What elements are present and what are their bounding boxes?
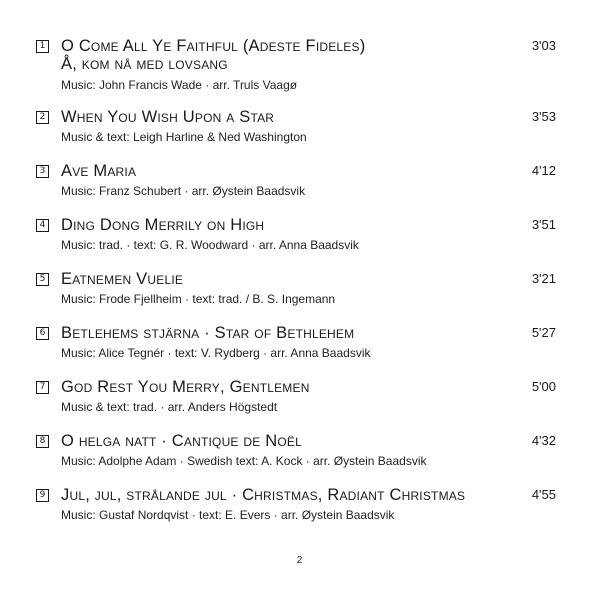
- track-duration: 5'27: [531, 325, 556, 340]
- track-credits: Music: Adolphe Adam · Swedish text: A. Kock · arr. Øystein Baadsvik: [61, 454, 427, 468]
- track-title: Eatnemen Vuelie: [61, 270, 184, 288]
- track-number: 5: [36, 273, 49, 286]
- track-number: 6: [36, 327, 49, 340]
- track-title: Ding Dong Merrily on High: [61, 216, 265, 234]
- track-item: [36, 324, 556, 378]
- track-duration: 5'00: [531, 379, 556, 394]
- track-title: God Rest You Merry, Gentlemen: [61, 378, 310, 396]
- track-credits: Music: Franz Schubert · arr. Øystein Baadsvik: [61, 184, 306, 198]
- track-number: 1: [36, 40, 49, 53]
- track-credits: Music: trad. · text: G. R. Woodward · arr. Anna Baadsvik: [61, 238, 359, 252]
- track-item: [36, 486, 556, 540]
- track-duration: 3'53: [531, 109, 556, 124]
- track-credits: Music: Alice Tegnér · text: V. Rydberg · arr. Anna Baadsvik: [61, 346, 371, 360]
- track-number: 9: [36, 489, 49, 502]
- track-title: Ave Maria: [61, 162, 137, 180]
- track-item: [36, 270, 556, 324]
- track-duration: 4'12: [531, 163, 556, 178]
- track-item: [36, 432, 556, 486]
- track-title: O Come All Ye Faithful (Adeste Fideles): [61, 37, 366, 55]
- track-title: O helga natt · Cantique de Noël: [61, 432, 303, 450]
- track-title: Jul, jul, strålande jul · Christmas, Radiant Christmas: [61, 486, 466, 504]
- track-duration: 3'03: [531, 38, 556, 53]
- track-item: [36, 216, 556, 270]
- track-item: [36, 162, 556, 216]
- track-credits: Music: Gustaf Nordqvist · text: E. Evers · arr. Øystein Baadsvik: [61, 508, 395, 522]
- track-credits: Music & text: trad. · arr. Anders Högstedt: [61, 400, 278, 414]
- track-item: [36, 37, 556, 108]
- track-duration: 4'32: [531, 433, 556, 448]
- track-title: When You Wish Upon a Star: [61, 108, 275, 126]
- track-credits: Music & text: Leigh Harline & Ned Washington: [61, 130, 307, 144]
- track-number: 8: [36, 435, 49, 448]
- track-duration: 3'51: [531, 217, 556, 232]
- track-credits: Music: John Francis Wade · arr. Truls Vaagø: [61, 78, 298, 92]
- track-list: [36, 37, 556, 540]
- track-number: 3: [36, 165, 49, 178]
- track-number: 4: [36, 219, 49, 232]
- track-title: Betlehems stjärna · Star of Bethlehem: [61, 324, 355, 342]
- track-item: [36, 378, 556, 432]
- track-item: [36, 108, 556, 162]
- track-number: 2: [36, 111, 49, 124]
- page-number: 2: [296, 555, 303, 566]
- track-duration: 3'21: [531, 271, 556, 286]
- track-credits: Music: Frode Fjellheim · text: trad. / B. S. Ingemann: [61, 292, 336, 306]
- track-duration: 4'55: [531, 487, 556, 502]
- track-subtitle: Å, kom nå med lovsang: [61, 55, 228, 73]
- track-number: 7: [36, 381, 49, 394]
